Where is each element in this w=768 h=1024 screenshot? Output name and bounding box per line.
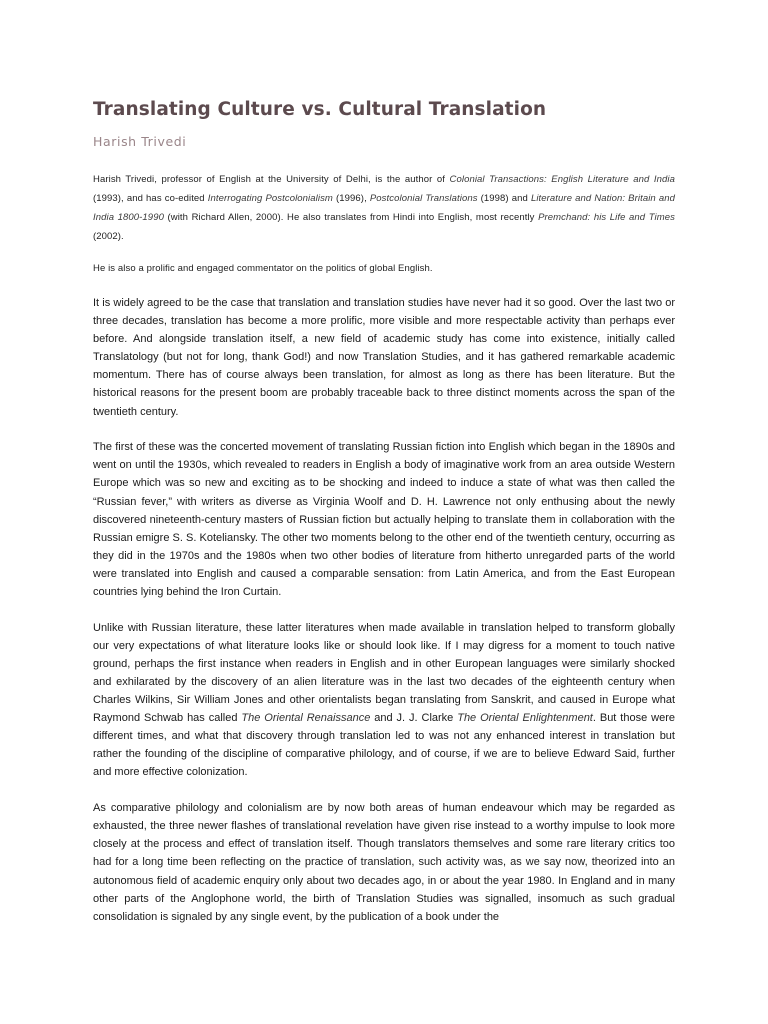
- book-title: Premchand: his Life and Times: [538, 212, 675, 223]
- body-paragraph: The first of these was the concerted movement of translating Russian fiction into English which began in the 1890s and went on until the 1930s, which revealed to readers in English a body of imaginative work from an area outside Western Europe which was so new and exciting as to be shocking and indeed to induce a state of what was then called the “Russian fever,” with writers as diverse as Virginia Woolf and D. H. Lawrence not only enthusing about the newly discovered nineteenth-century masters of Russian fiction but actually helping to translate them in collaboration with the Russian emigre S. S. Koteliansky. The other two moments belong to the other end of the twentieth century, occurring as they did in the 1970s and the 1980s when two other bodies of literature from hitherto unregarded parts of the world were translated into English and caused a comparable sensation: from Latin America, and from the East European countries lying behind the Iron Curtain.: [93, 441, 675, 598]
- paragraph-text: . But those were different times, and what that discovery through translation led to was not any enhanced interest in translation but rather the founding of the discipline of comparative philology, and of course, if we are to believe Edward Said, further and more effective colonization.: [93, 712, 675, 779]
- bio-text: (2002).: [93, 231, 124, 242]
- book-title: Interrogating Postcolonialism: [207, 193, 333, 204]
- bio-text: (1993), and has co-edited: [93, 193, 208, 204]
- paragraph-text: and J. J. Clarke: [370, 712, 458, 725]
- body-paragraph: [93, 619, 675, 782]
- bio-text: (with Richard Allen, 2000). He also translates from Hindi into English, most recently: [163, 212, 539, 223]
- author-bio-note: He is also a prolific and engaged commentator on the politics of global English.: [93, 263, 433, 274]
- book-title: Literature and Nation: Britain and India 1800-1990: [93, 193, 675, 223]
- book-title: The Oriental Renaissance: [241, 712, 371, 725]
- book-title: Postcolonial Translations: [369, 193, 478, 204]
- book-title: Colonial Transactions: English Literature and India: [449, 174, 675, 185]
- bio-text: Harish Trivedi, professor of English at the University of Delhi, is the author of: [93, 174, 450, 185]
- body-paragraph: It is widely agreed to be the case that translation and translation studies have never had it so good. Over the last two or three decades, translation has become a more prolific, more visible and more respectable activity than perhaps ever before. And alongside translation itself, a new field of academic study has come into existence, initially called Translatology (but not for long, thank God!) and now Translation Studies, and it has gathered remarkable academic momentum. There has of course always been translation, for almost as long as there has been literature. But the historical reasons for the present boom are probably traceable back to three distinct moments across the span of the twentieth century.: [93, 297, 675, 418]
- author-bio: [93, 170, 675, 246]
- body-paragraph: As comparative philology and colonialism are by now both areas of human endeavour which may be regarded as exhausted, the three newer flashes of translational revelation have given rise instead to a worthy impulse to look more closely at the process and effect of translation itself. Though translators themselves and some rare literary critics too had for a long time been reflecting on the practice of translation, such activity was, as we say now, theorized into an autonomous field of academic enquiry only about two decades ago, in or about the year 1980. In England and in many other parts of the Anglophone world, the birth of Translation Studies was signalled, insomuch as such gradual consolidation is signaled by any single event, by the publication of a book under the: [93, 802, 675, 923]
- paragraph-text: Unlike with Russian literature, these latter literatures when made available in translation helped to transform globally our very expectations of what literature looks like or should look like. If I may digress for a moment to touch native ground, perhaps the first instance when readers in English and in other European languages were similarly shocked and exhilarated by the discovery of an alien literature was in the last two decades of the eighteenth century when Charles Wilkins, Sir William Jones and other orientalists began translating from Sanskrit, and caused in Europe what Raymond Schwab has called: [93, 621, 675, 725]
- article-body: [93, 294, 675, 943]
- book-title: The Oriental Enlightenment: [457, 712, 593, 725]
- article-title: Translating Culture vs. Cultural Translation: [93, 99, 547, 120]
- author-name: Harish Trivedi: [93, 134, 187, 149]
- bio-text: (1996),: [332, 193, 370, 204]
- bio-text: (1998) and: [477, 193, 531, 204]
